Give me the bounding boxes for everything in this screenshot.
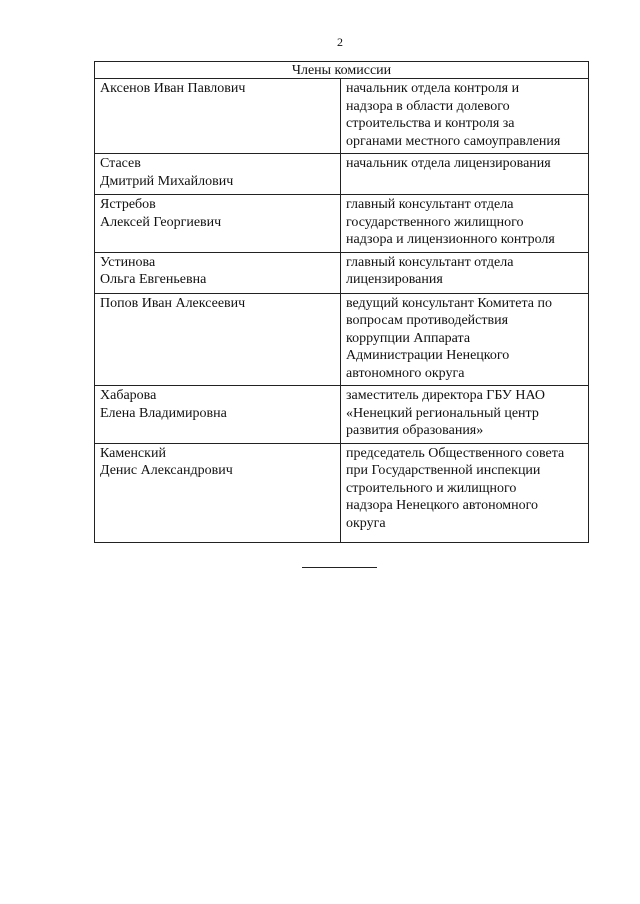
- member-position-cell: [341, 195, 589, 253]
- member-name-line: Дмитрий Михайлович: [100, 173, 234, 189]
- member-position-line: вопросам противодействия: [346, 313, 509, 328]
- member-name-line: Ястребов: [100, 197, 156, 212]
- end-of-document-rule: [302, 567, 377, 568]
- member-position-line: начальник отдела контроля и: [346, 81, 520, 96]
- member-position-line: развития образования»: [346, 423, 484, 438]
- member-name-line: Елена Владимировна: [100, 405, 227, 421]
- member-name-line: Каменский: [100, 445, 166, 461]
- member-position-line: лицензирования: [346, 272, 443, 287]
- member-position-line: надзора Ненецкого автономного: [346, 498, 539, 513]
- member-position-cell: [341, 154, 589, 195]
- member-position-line: главный консультант отдела: [346, 197, 514, 212]
- table-row: [95, 154, 589, 195]
- member-position-cell: [341, 386, 589, 444]
- member-name-line: Устинова: [100, 254, 156, 270]
- member-position-line: при Государственной инспекции: [346, 463, 541, 478]
- member-position-line: надзора в области долевого: [346, 98, 510, 114]
- member-name-line: Стасев: [100, 156, 141, 171]
- member-name-line: Попов Иван Алексеевич: [100, 295, 246, 311]
- member-position-line: главный консультант отдела: [346, 254, 514, 270]
- member-name-line: Хабарова: [100, 388, 157, 403]
- member-position-line: автономного округа: [346, 365, 465, 381]
- member-position-line: строительного и жилищного: [346, 480, 517, 496]
- member-name-line: Денис Александрович: [100, 463, 233, 478]
- commission-members-table: [94, 61, 589, 543]
- member-name-cell: [95, 195, 341, 253]
- member-position-line: коррупции Аппарата: [346, 330, 471, 346]
- table-header-row: [95, 62, 589, 79]
- member-name-cell: [95, 79, 341, 154]
- member-name-cell: [95, 443, 341, 542]
- table-header: Члены комиссии: [95, 62, 589, 79]
- member-position-cell: [341, 443, 589, 542]
- page-number: 2: [337, 35, 343, 49]
- member-position-line: начальник отдела лицензирования: [346, 156, 551, 171]
- member-position-line: надзора и лицензионного контроля: [346, 232, 555, 247]
- member-name-cell: [95, 293, 341, 386]
- member-position-line: «Ненецкий региональный центр: [346, 405, 539, 421]
- table-row: [95, 293, 589, 386]
- member-position-line: государственного жилищного: [346, 214, 524, 230]
- table-row: [95, 443, 589, 542]
- member-position-line: округа: [346, 515, 386, 531]
- member-name-cell: [95, 386, 341, 444]
- member-position-cell: [341, 293, 589, 386]
- member-name-line: Аксенов Иван Павлович: [100, 81, 246, 96]
- member-position-line: ведущий консультант Комитета по: [346, 295, 552, 311]
- member-position-line: строительства и контроля за: [346, 116, 515, 131]
- member-name-cell: [95, 154, 341, 195]
- member-name-cell: [95, 252, 341, 293]
- member-name-line: Алексей Георгиевич: [100, 214, 222, 230]
- table-row: [95, 252, 589, 293]
- member-position-cell: [341, 79, 589, 154]
- member-name-line: Ольга Евгеньевна: [100, 272, 207, 287]
- table-row: [95, 195, 589, 253]
- table-row: [95, 386, 589, 444]
- member-position-cell: [341, 252, 589, 293]
- table-body: [95, 79, 589, 543]
- table-row: [95, 79, 589, 154]
- member-position-line: Администрации Ненецкого: [346, 348, 510, 363]
- member-position-line: органами местного самоуправления: [346, 133, 561, 149]
- member-position-line: председатель Общественного совета: [346, 445, 565, 461]
- member-position-line: заместитель директора ГБУ НАО: [346, 388, 545, 403]
